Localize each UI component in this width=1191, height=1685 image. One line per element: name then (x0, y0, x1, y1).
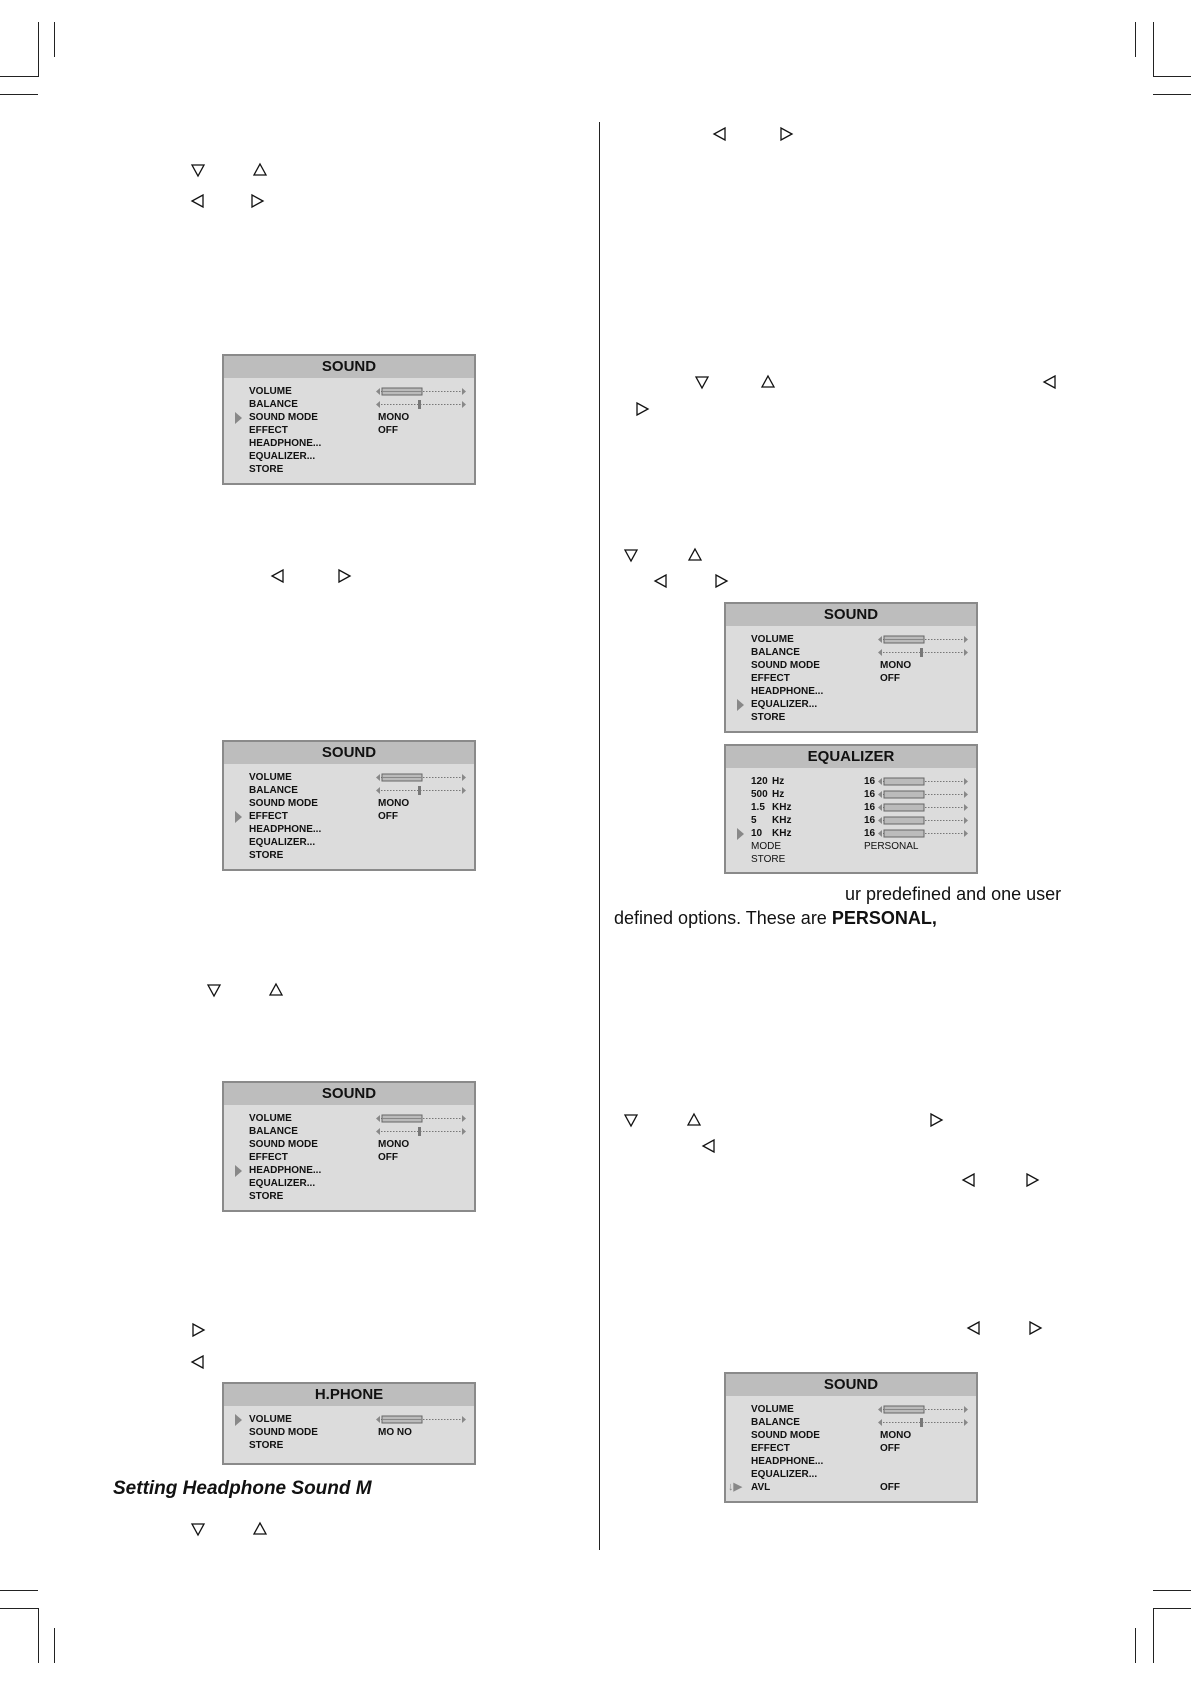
volume-slider (878, 634, 968, 645)
down-arrow-icon (623, 547, 641, 565)
menu-title: SOUND (726, 604, 976, 626)
equalizer-store-row[interactable] (726, 853, 976, 866)
menu-item[interactable] (224, 836, 474, 849)
balance-slider (878, 647, 968, 658)
band-value: 16 (864, 802, 876, 813)
right-arrow-icon (249, 193, 267, 211)
menu-item-label: VOLUME (751, 1404, 794, 1415)
menu-item-label: SOUND MODE (249, 798, 318, 809)
menu-item[interactable] (726, 672, 976, 685)
band-slider (878, 802, 968, 813)
menu-item[interactable] (224, 1151, 474, 1164)
band-unit: Hz (772, 776, 785, 787)
menu-item-value: OFF (880, 673, 900, 684)
menu-item[interactable] (224, 385, 474, 398)
band-frequency: 10 (751, 828, 763, 839)
menu-item[interactable] (224, 1138, 474, 1151)
right-arrow-icon (190, 1322, 208, 1340)
menu-item-label: SOUND MODE (249, 1139, 318, 1150)
equalizer-band-row[interactable] (726, 801, 976, 814)
equalizer-menu (724, 744, 978, 874)
menu-item[interactable] (224, 411, 474, 424)
menu-item-label: STORE (249, 1440, 284, 1451)
bold-term: PERSONAL, (831, 908, 937, 928)
menu-item-label: HEADPHONE... (249, 438, 322, 449)
menu-item-label: BALANCE (249, 1126, 298, 1137)
band-value: 16 (864, 789, 876, 800)
sound-menu-4 (724, 602, 978, 733)
menu-item-label: EQUALIZER... (249, 451, 316, 462)
menu-item-label: BALANCE (249, 399, 298, 410)
menu-item-label: BALANCE (751, 647, 800, 658)
column-divider (599, 122, 600, 1550)
menu-item[interactable] (224, 437, 474, 450)
menu-item[interactable] (726, 1468, 976, 1481)
menu-item[interactable] (224, 424, 474, 437)
menu-item[interactable] (224, 1426, 474, 1439)
menu-item-value: MONO (378, 798, 410, 809)
band-slider (878, 828, 968, 839)
menu-title: H.PHONE (224, 1384, 474, 1406)
menu-item[interactable] (726, 659, 976, 672)
right-arrow-icon (713, 573, 731, 591)
up-arrow-icon (268, 982, 286, 1000)
menu-item-label: BALANCE (751, 1417, 800, 1428)
menu-title: SOUND (224, 1083, 474, 1105)
menu-item-value: OFF (880, 1443, 900, 1454)
band-unit: KHz (772, 815, 792, 826)
selection-pointer-icon (737, 828, 744, 840)
menu-item-label: STORE (751, 712, 786, 723)
menu-item-label: HEADPHONE... (249, 824, 322, 835)
menu-item-value: OFF (880, 1482, 900, 1493)
menu-item-label: EQUALIZER... (751, 1469, 818, 1480)
volume-slider (376, 1414, 466, 1425)
sound-menu-5 (724, 1372, 978, 1503)
menu-item-label: EQUALIZER... (751, 699, 818, 710)
band-value: 16 (864, 776, 876, 787)
menu-item-label: MODE (751, 841, 781, 852)
volume-slider (878, 1404, 968, 1415)
menu-title: SOUND (726, 1374, 976, 1396)
menu-item[interactable] (224, 1112, 474, 1125)
left-arrow-icon (190, 193, 208, 211)
menu-item-label: STORE (249, 1191, 284, 1202)
menu-item-label: EFFECT (249, 1152, 288, 1163)
menu-item[interactable] (726, 711, 976, 724)
band-frequency: 5 (751, 815, 757, 826)
menu-item[interactable] (224, 1164, 474, 1177)
menu-title: EQUALIZER (726, 746, 976, 768)
menu-item-value: MONO (378, 1139, 410, 1150)
menu-item-label: HEADPHONE... (751, 1456, 824, 1467)
sound-menu-2 (222, 740, 476, 871)
menu-item-label: HEADPHONE... (751, 686, 824, 697)
menu-item[interactable] (224, 784, 474, 797)
selection-pointer-icon (235, 1414, 242, 1426)
menu-item-value: OFF (378, 811, 398, 822)
menu-item[interactable] (224, 771, 474, 784)
selection-pointer-icon (235, 1165, 242, 1177)
menu-title: SOUND (224, 742, 474, 764)
band-slider (878, 789, 968, 800)
menu-item-label: SOUND MODE (751, 660, 820, 671)
menu-item[interactable] (224, 797, 474, 810)
left-arrow-icon (712, 126, 730, 144)
menu-item-label: VOLUME (249, 1414, 292, 1425)
menu-item[interactable] (726, 1416, 976, 1429)
menu-item-label: BALANCE (249, 785, 298, 796)
menu-item-label: STORE (249, 464, 284, 475)
selection-pointer-icon (737, 699, 744, 711)
down-arrow-icon (206, 982, 224, 1000)
menu-item-label: EQUALIZER... (249, 1178, 316, 1189)
menu-item[interactable] (224, 849, 474, 862)
menu-item-label: VOLUME (249, 1113, 292, 1124)
selection-pointer-icon: ↓▶ (728, 1481, 742, 1493)
up-arrow-icon (252, 162, 270, 180)
down-arrow-icon (694, 374, 712, 392)
menu-item-label: STORE (249, 850, 284, 861)
band-unit: KHz (772, 802, 792, 813)
menu-item[interactable] (224, 810, 474, 823)
right-arrow-icon (634, 401, 652, 419)
equalizer-band-row[interactable] (726, 827, 976, 840)
right-arrow-icon (778, 126, 796, 144)
menu-item-label: SOUND MODE (249, 1427, 318, 1438)
menu-item[interactable] (726, 685, 976, 698)
menu-item-label: VOLUME (751, 634, 794, 645)
down-arrow-icon (623, 1112, 641, 1130)
left-arrow-icon (653, 573, 671, 591)
down-arrow-icon (190, 1521, 208, 1539)
band-frequency: 120 (751, 776, 768, 787)
body-text-fragment (614, 908, 937, 929)
menu-item-label: HEADPHONE... (249, 1165, 322, 1176)
menu-item-value: MO NO (378, 1427, 412, 1438)
menu-item[interactable] (224, 1190, 474, 1203)
menu-item[interactable] (224, 823, 474, 836)
menu-item[interactable] (224, 463, 474, 476)
equalizer-band-row[interactable] (726, 814, 976, 827)
menu-item-value: MONO (880, 1430, 912, 1441)
hphone-menu (222, 1382, 476, 1465)
menu-item-value: OFF (378, 1152, 398, 1163)
menu-item[interactable] (726, 633, 976, 646)
menu-item-label: AVL (751, 1482, 771, 1493)
menu-item[interactable] (726, 1429, 976, 1442)
sound-menu-1 (222, 354, 476, 485)
menu-item[interactable] (726, 646, 976, 659)
band-slider (878, 815, 968, 826)
menu-item-label: SOUND MODE (751, 1430, 820, 1441)
equalizer-band-row[interactable] (726, 775, 976, 788)
equalizer-mode-row[interactable] (726, 840, 976, 853)
up-arrow-icon (686, 1112, 704, 1130)
menu-item[interactable] (726, 1442, 976, 1455)
left-arrow-icon (190, 1354, 208, 1372)
menu-item[interactable] (224, 1439, 474, 1452)
right-arrow-icon (336, 568, 354, 586)
up-arrow-icon (687, 547, 705, 565)
balance-slider (878, 1417, 968, 1428)
menu-title: SOUND (224, 356, 474, 378)
band-unit: Hz (772, 789, 785, 800)
balance-slider (376, 399, 466, 410)
menu-item-label: VOLUME (249, 386, 292, 397)
volume-slider (376, 386, 466, 397)
selection-pointer-icon (235, 412, 242, 424)
sound-menu-3 (222, 1081, 476, 1212)
menu-item-label: EFFECT (751, 1443, 790, 1454)
menu-item-value: MONO (880, 660, 912, 671)
body-text-fragment: ur predefined and one user (845, 884, 1062, 904)
menu-item[interactable] (224, 1125, 474, 1138)
menu-item-label: SOUND MODE (249, 412, 318, 423)
menu-item[interactable] (224, 398, 474, 411)
volume-slider (376, 1113, 466, 1124)
left-arrow-icon (701, 1138, 719, 1156)
equalizer-band-row[interactable] (726, 788, 976, 801)
band-value: 16 (864, 828, 876, 839)
menu-item-label: EFFECT (249, 811, 288, 822)
left-arrow-icon (270, 568, 288, 586)
left-arrow-icon (961, 1172, 979, 1190)
band-frequency: 1.5 (751, 802, 765, 813)
section-subheading: Setting Headphone Sound M (113, 1478, 372, 1499)
menu-item-value: OFF (378, 425, 398, 436)
menu-item[interactable] (224, 1177, 474, 1190)
menu-item[interactable] (726, 698, 976, 711)
balance-slider (376, 1126, 466, 1137)
menu-item[interactable] (726, 1481, 976, 1494)
menu-item-label: STORE (751, 854, 786, 865)
balance-slider (376, 785, 466, 796)
volume-slider (376, 772, 466, 783)
right-arrow-icon (1027, 1320, 1045, 1338)
left-arrow-icon (966, 1320, 984, 1338)
menu-item[interactable] (726, 1403, 976, 1416)
menu-item-label: EQUALIZER... (249, 837, 316, 848)
menu-item-value: PERSONAL (864, 841, 919, 852)
band-value: 16 (864, 815, 876, 826)
band-frequency: 500 (751, 789, 768, 800)
menu-item-label: EFFECT (751, 673, 790, 684)
down-arrow-icon (190, 162, 208, 180)
menu-item-value: MONO (378, 412, 410, 423)
up-arrow-icon (252, 1521, 270, 1539)
left-arrow-icon (1042, 374, 1060, 392)
band-unit: KHz (772, 828, 792, 839)
body-text: defined options. These are (614, 908, 827, 928)
band-slider (878, 776, 968, 787)
selection-pointer-icon (235, 811, 242, 823)
menu-item-label: EFFECT (249, 425, 288, 436)
right-arrow-icon (1024, 1172, 1042, 1190)
menu-item[interactable] (224, 450, 474, 463)
up-arrow-icon (760, 374, 778, 392)
menu-item[interactable] (726, 1455, 976, 1468)
menu-item-label: VOLUME (249, 772, 292, 783)
right-arrow-icon (928, 1112, 946, 1130)
menu-item[interactable] (224, 1413, 474, 1426)
